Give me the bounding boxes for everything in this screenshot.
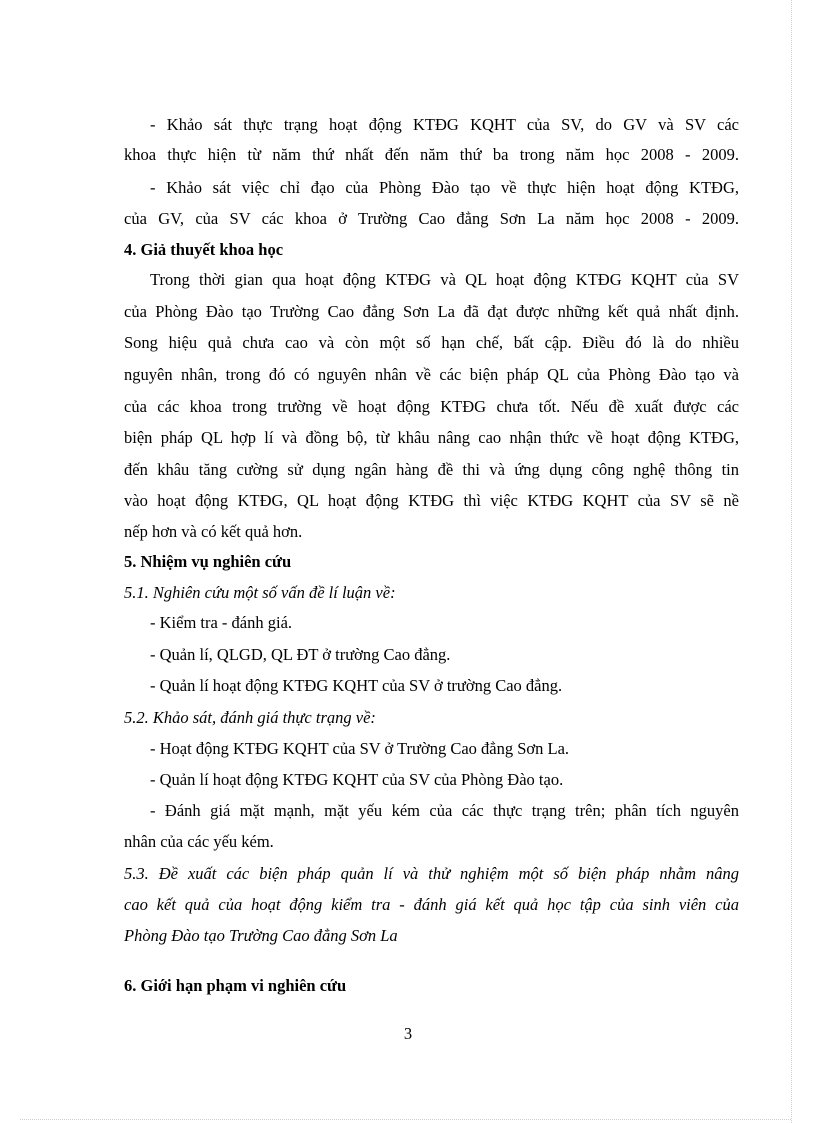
bullet-line: - Kiểm tra - đánh giá.	[150, 613, 293, 632]
bullet-line: - Quản lí hoạt động KTĐG KQHT của SV ở trường Cao đẳng.	[150, 676, 563, 695]
text-line: nguyên nhân, trong đó có nguyên nhân về các biện pháp QL của Phòng Đào tạo và	[124, 365, 739, 384]
subsection-heading: 5.1. Nghiên cứu một số vấn đề lí luận về:	[124, 583, 396, 602]
text-line: nhân của các yếu kém.	[124, 832, 274, 851]
page-border-bottom	[20, 1119, 791, 1120]
text-line: của các khoa trong trường về hoạt động KTĐG chưa tốt. Nếu đề xuất được các	[124, 397, 739, 416]
text-line: đến khâu tăng cường sử dụng ngân hàng đề thi và ứng dụng công nghệ thông tin	[124, 460, 739, 479]
page-number: 3	[403, 1024, 413, 1043]
text-line: nếp hơn và có kết quả hơn.	[124, 522, 303, 541]
section-heading: 4. Giả thuyết khoa học	[124, 240, 284, 259]
italic-line: cao kết quả của hoạt động kiểm tra - đánh giá kết quả học tập của sinh viên của	[124, 895, 739, 914]
italic-line: Phòng Đào tạo Trường Cao đẳng Sơn La	[124, 926, 398, 945]
text-line: biện pháp QL hợp lí và đồng bộ, từ khâu nâng cao nhận thức về hoạt động KTĐG,	[124, 428, 739, 447]
bullet-line: - Đánh giá mặt mạnh, mặt yếu kém của các thực trạng trên; phân tích nguyên	[150, 801, 739, 820]
bullet-line: - Quản lí hoạt động KTĐG KQHT của SV của Phòng Đào tạo.	[150, 770, 564, 789]
subsection-heading: 5.2. Khảo sát, đánh giá thực trạng về:	[124, 708, 376, 727]
bullet-line: - Khảo sát thực trạng hoạt động KTĐG KQHT của SV, do GV và SV các	[150, 115, 739, 134]
text-line: Song hiệu quả chưa cao và còn một số hạn chế, bất cập. Điều đó là do nhiều	[124, 333, 739, 352]
subsection-heading: 5.3. Đề xuất các biện pháp quản lí và thử nghiệm một số biện pháp nhằm nâng	[124, 864, 739, 883]
bullet-line: - Hoạt động KTĐG KQHT của SV ở Trường Cao đẳng Sơn La.	[150, 739, 570, 758]
section-heading: 6. Giới hạn phạm vi nghiên cứu	[124, 976, 347, 995]
page-border-right	[791, 0, 792, 1123]
bullet-line: - Khảo sát việc chỉ đạo của Phòng Đào tạo về thực hiện hoạt động KTĐG,	[150, 178, 739, 197]
text-line: vào hoạt động KTĐG, QL hoạt động KTĐG thì việc KTĐG KQHT của SV sẽ nề	[124, 491, 739, 510]
bullet-line: - Quản lí, QLGD, QL ĐT ở trường Cao đẳng.	[150, 645, 451, 664]
text-line: của GV, của SV các khoa ở Trường Cao đẳng Sơn La năm học 2008 - 2009.	[124, 209, 739, 228]
section-heading: 5. Nhiệm vụ nghiên cứu	[124, 552, 292, 571]
text-line: khoa thực hiện từ năm thứ nhất đến năm thứ ba trong năm học 2008 - 2009.	[124, 145, 739, 164]
text-line: Trong thời gian qua hoạt động KTĐG và QL hoạt động KTĐG KQHT của SV	[150, 270, 739, 289]
text-line: của Phòng Đào tạo Trường Cao đẳng Sơn La đã đạt được những kết quả nhất định.	[124, 302, 739, 321]
